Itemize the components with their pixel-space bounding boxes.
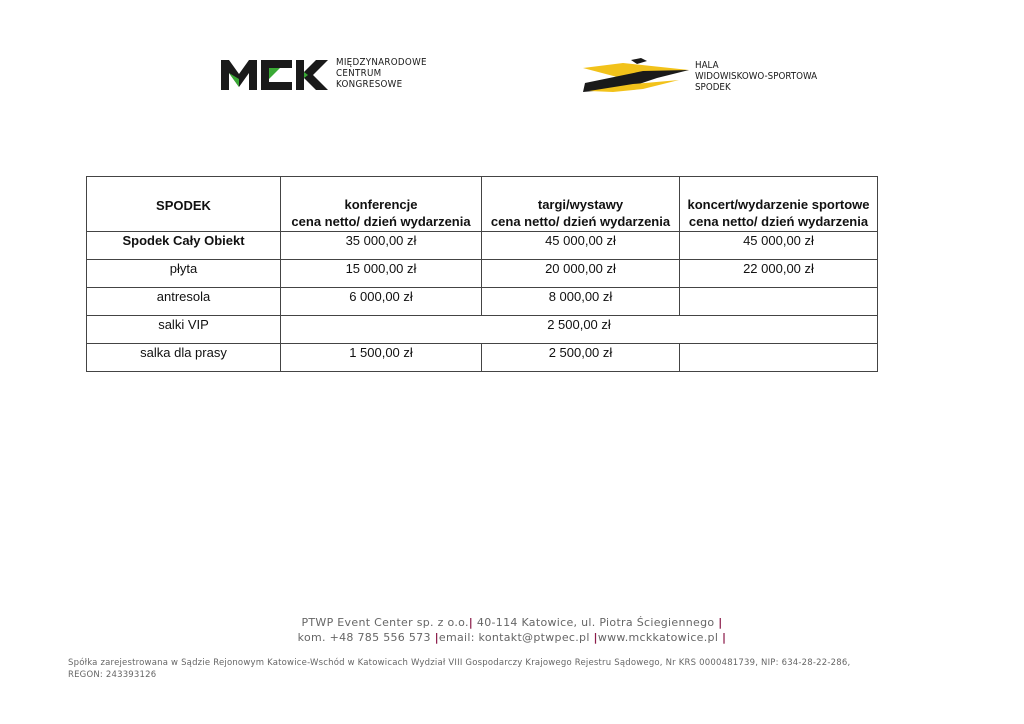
spodek-logo-text <box>695 60 817 93</box>
footer-contact <box>0 615 1024 645</box>
row-label: płyta <box>87 260 281 288</box>
header-venue <box>87 177 281 232</box>
price-conferences: 15 000,00 zł <box>281 260 482 288</box>
price-fairs: 45 000,00 zł <box>482 232 680 260</box>
footer-separator: | <box>718 616 723 629</box>
price-fairs: 20 000,00 zł <box>482 260 680 288</box>
header-conferences <box>281 177 482 232</box>
header-concerts <box>680 177 878 232</box>
price-fairs: 2 500,00 zł <box>482 344 680 372</box>
mck-logo-text <box>336 57 427 90</box>
price-conferences: 6 000,00 zł <box>281 288 482 316</box>
table-row <box>87 344 878 372</box>
mck-logo <box>220 57 435 93</box>
footer-separator: | <box>593 631 598 644</box>
price-concerts: 22 000,00 zł <box>680 260 878 288</box>
price-conferences: 1 500,00 zł <box>281 344 482 372</box>
price-concerts: 45 000,00 zł <box>680 232 878 260</box>
spodek-logo <box>583 56 828 94</box>
price-concerts <box>680 344 878 372</box>
pricing-table <box>86 176 878 372</box>
footer-website: www.mckkatowice.pl <box>597 631 722 644</box>
row-label: salka dla prasy <box>87 344 281 372</box>
header-fairs <box>482 177 680 232</box>
header-conferences-subtitle: cena netto/ dzień wydarzenia <box>291 214 471 229</box>
mck-logo-mark <box>220 57 332 93</box>
table-row <box>87 316 878 344</box>
spodek-logo-mark <box>583 56 689 94</box>
footer-legal-line2: REGON: 243393126 <box>68 670 157 680</box>
header-conferences-title: konferencje <box>344 197 418 212</box>
mck-logo-line2: CENTRUM <box>336 67 382 79</box>
footer-phone: kom. +48 785 556 573 <box>297 631 435 644</box>
spodek-logo-line2: WIDOWISKOWO-SPORTOWA <box>695 70 818 82</box>
table-row <box>87 288 878 316</box>
table-row <box>87 260 878 288</box>
mck-logo-line3: KONGRESOWE <box>336 78 403 90</box>
footer-line-2 <box>0 630 1024 645</box>
spodek-logo-line1: HALA <box>695 59 719 71</box>
header-concerts-subtitle: cena netto/ dzień wydarzenia <box>688 214 869 229</box>
footer-email: email: kontakt@ptwpec.pl <box>438 631 594 644</box>
footer-separator: | <box>468 616 474 629</box>
footer-legal <box>68 657 928 681</box>
row-label: antresola <box>87 288 281 316</box>
header-fairs-subtitle: cena netto/ dzień wydarzenia <box>490 214 671 229</box>
table-header-row <box>87 177 878 232</box>
footer-company: PTWP Event Center sp. z o.o. <box>301 616 469 629</box>
price-merged: 2 500,00 zł <box>281 316 878 344</box>
footer-legal-line1: Spółka zarejestrowana w Sądzie Rejonowym Katowice-Wschód w Katowicach Wydział VIII Gospodarczy Krajowego Rejestru Sądowego, Nr KRS 0000481739, NIP: 634-28-22-286, <box>68 658 851 668</box>
header-concerts-title: koncert/wydarzenie sportowe <box>687 197 870 212</box>
header-venue-label: SPODEK <box>156 198 211 213</box>
price-fairs: 8 000,00 zł <box>482 288 680 316</box>
footer-address: 40-114 Katowice, ul. Piotra Ściegiennego <box>473 616 719 629</box>
price-conferences: 35 000,00 zł <box>281 232 482 260</box>
footer-separator: | <box>721 631 727 644</box>
footer-separator: | <box>434 631 439 644</box>
footer-line-1 <box>0 615 1024 630</box>
row-label: salki VIP <box>87 316 281 344</box>
spodek-logo-line3: SPODEK <box>695 81 731 93</box>
mck-logo-line1: MIĘDZYNARODOWE <box>336 56 427 68</box>
header-fairs-title: targi/wystawy <box>537 197 624 212</box>
price-concerts <box>680 288 878 316</box>
table-row <box>87 232 878 260</box>
row-label: Spodek Cały Obiekt <box>87 232 281 260</box>
